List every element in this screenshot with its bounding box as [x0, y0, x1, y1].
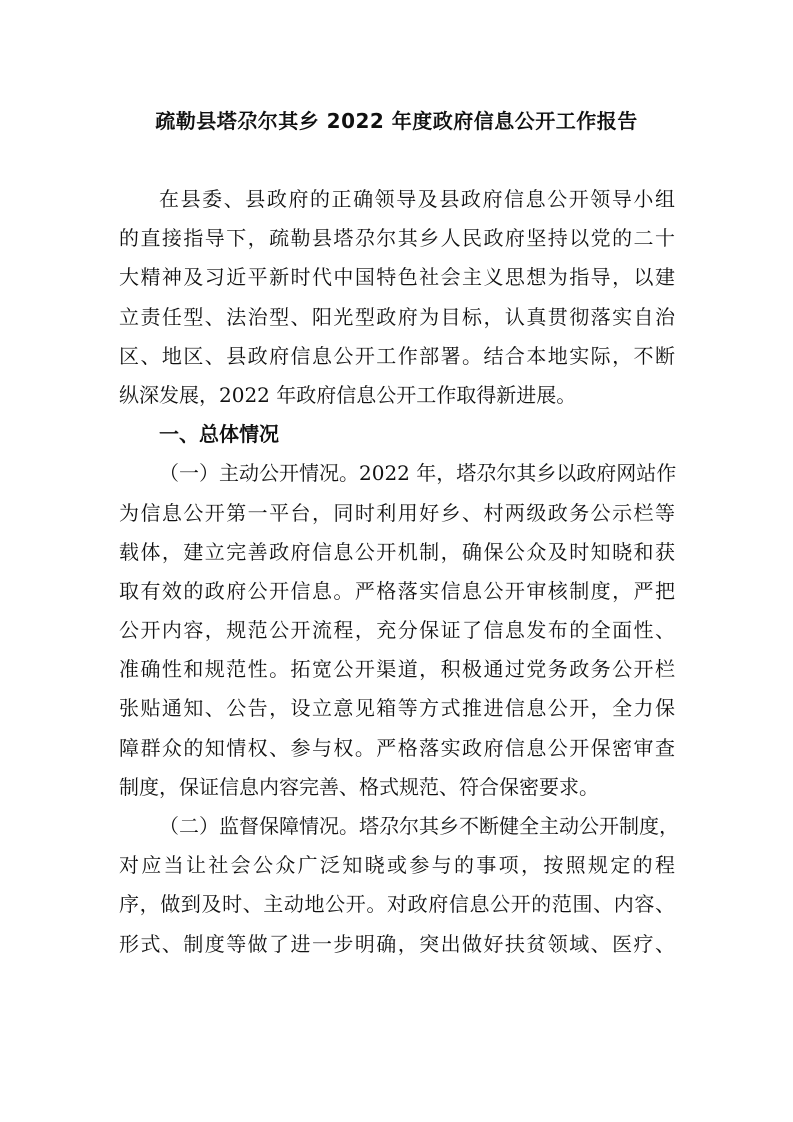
- paragraph-line: 制度，保证信息内容完善、格式规范、符合保密要求。: [119, 774, 599, 799]
- paragraph-line: 在县委、县政府的正确领导及县政府信息公开领导小组: [159, 187, 675, 211]
- paragraph-line: 准确性和规范性。拓宽公开渠道，积极通过党务政务公开栏: [119, 657, 675, 682]
- document-body: [119, 180, 679, 964]
- paragraph-line: 区、地区、县政府信息公开工作部署。结合本地实际，不断: [119, 343, 675, 368]
- paragraph: [119, 454, 675, 807]
- paragraph-line: 大精神及习近平新时代中国特色社会主义思想为指导，以建: [119, 265, 675, 290]
- paragraph-line: 取有效的政府公开信息。严格落实信息公开审核制度，严把: [119, 578, 675, 603]
- paragraph-line: 为信息公开第一平台，同时利用好乡、村两级政务公示栏等: [119, 500, 675, 525]
- paragraph-line: 纵深发展，2022 年政府信息公开工作取得新进展。: [119, 382, 577, 407]
- section-heading: [119, 415, 675, 454]
- paragraph: [119, 180, 675, 415]
- paragraph-line: （二）监督保障情况。塔尕尔其乡不断健全主动公开制度，: [159, 814, 679, 838]
- paragraph-line: 载体，建立完善政府信息公开机制，确保公众及时知晓和获: [119, 539, 675, 564]
- paragraph: [119, 807, 679, 964]
- paragraph-line: 的直接指导下，疏勒县塔尕尔其乡人民政府坚持以党的二十: [119, 226, 675, 251]
- document-title: 疏勒县塔尕尔其乡 2022 年度政府信息公开工作报告: [155, 109, 638, 133]
- paragraph-line: 序，做到及时、主动地公开。对政府信息公开的范围、内容、: [119, 892, 675, 917]
- paragraph-line: 张贴通知、公告，设立意见箱等方式推进信息公开，全力保: [119, 696, 675, 721]
- paragraph-line: （一）主动公开情况。2022 年，塔尕尔其乡以政府网站作: [159, 461, 677, 486]
- heading-text: 一、总体情况: [159, 422, 279, 447]
- paragraph-line: 障群众的知情权、参与权。严格落实政府信息公开保密审查: [119, 735, 675, 760]
- paragraph-line: 对应当让社会公众广泛知晓或参与的事项，按照规定的程: [119, 853, 675, 878]
- paragraph-line: 立责任型、法治型、阳光型政府为目标，认真贯彻落实自治: [119, 304, 675, 329]
- paragraph-line: 公开内容，规范公开流程，充分保证了信息发布的全面性、: [119, 618, 675, 643]
- paragraph-line: 形式、制度等做了进一步明确，突出做好扶贫领域、医疗、: [119, 931, 675, 956]
